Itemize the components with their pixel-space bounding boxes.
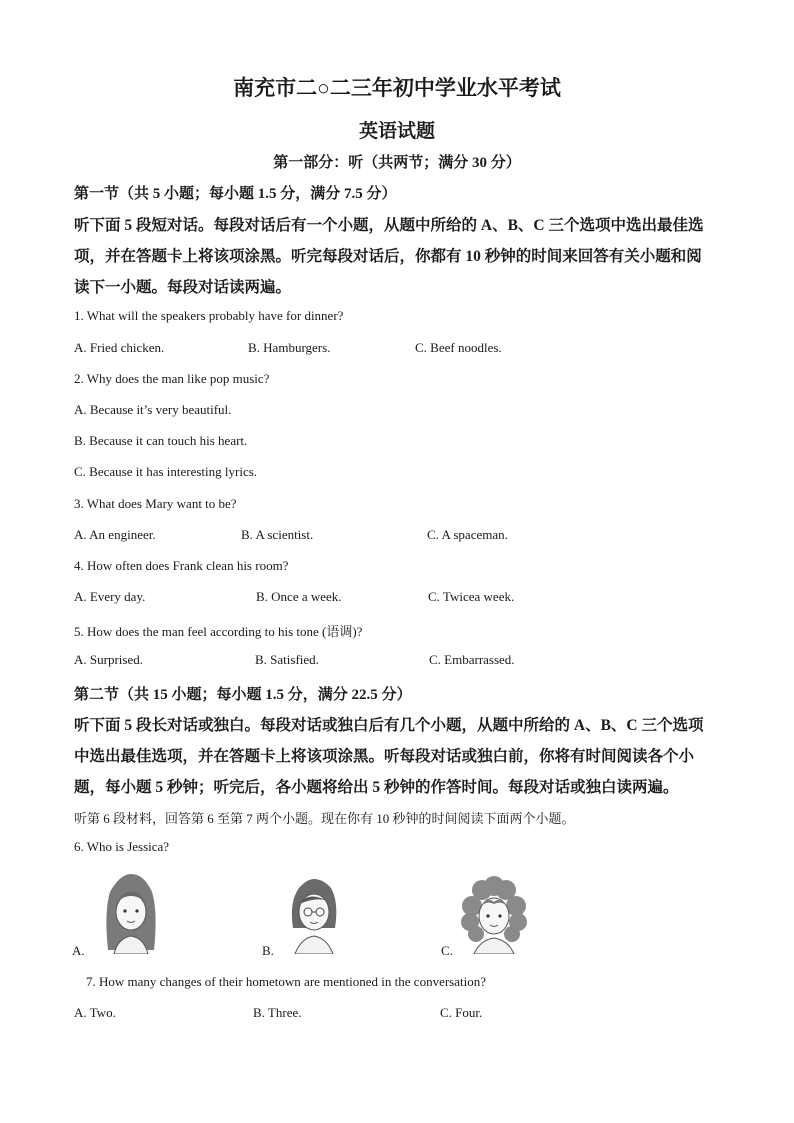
q6-option-b-label: B. [262, 943, 274, 958]
question-2: 2. Why does the man like pop music? [74, 371, 270, 386]
section2-instruction-line: 题，每小题 5 秒钟；听完后，各小题将给出 5 秒钟的作答时间。每段对话或独白读两遍。 [74, 779, 679, 796]
q5-option-c: C. Embarrassed. [429, 652, 515, 667]
q4-option-b: B. Once a week. [256, 589, 342, 604]
q1-option-b: B. Hamburgers. [248, 340, 331, 355]
q2-option-a: A. Because it’s very beautiful. [74, 402, 232, 417]
q7-option-a: A. Two. [74, 1005, 116, 1020]
q7-option-b: B. Three. [253, 1005, 302, 1020]
q5-option-a: A. Surprised. [74, 652, 143, 667]
part-heading: 第一部分：听（共两节；满分 30 分） [273, 155, 521, 171]
q4-option-c: C. Twicea week. [428, 589, 515, 604]
question-4: 4. How often does Frank clean his room? [74, 558, 289, 573]
section1-instruction-line: 读下一小题。每段对话读两遍。 [74, 279, 292, 296]
question-5: 5. How does the man feel according to his tone (语调)? [74, 624, 363, 639]
q2-option-b: B. Because it can touch his heart. [74, 433, 248, 448]
subject-title: 英语试题 [358, 121, 435, 142]
section1-instruction-line: 项，并在答题卡上将该项涂黑。听完每段对话后，你都有 10 秒钟的时间来回答有关小题和阅 [74, 248, 702, 265]
girl-short-hair-glasses-picture [283, 876, 345, 954]
q6-option-c-label: C. [441, 943, 453, 958]
q1-option-c: C. Beef noodles. [415, 340, 502, 355]
question-6: 6. Who is Jessica? [74, 839, 170, 854]
section2-instruction-line: 听下面 5 段长对话或独白。每段对话或独白后有几个小题，从题中所给的 A、B、C 三个选项 [74, 717, 704, 734]
question-7: 7. How many changes of their hometown are mentioned in the conversation? [86, 974, 486, 989]
q3-option-b: B. A scientist. [241, 527, 314, 542]
girl-curly-hair-picture [458, 876, 530, 954]
q4-option-a: A. Every day. [74, 589, 146, 604]
q6-option-a-label: A. [72, 943, 85, 958]
q2-option-c: C. Because it has interesting lyrics. [74, 464, 258, 479]
section2-heading: 第二节（共 15 小题；每小题 1.5 分，满分 22.5 分） [74, 687, 412, 703]
q5-option-b: B. Satisfied. [255, 652, 319, 667]
section2-instruction-line: 中选出最佳选项，并在答题卡上将该项涂黑。听每段对话或独白前，你将有时间阅读各个小 [74, 748, 695, 765]
q3-option-a: A. An engineer. [74, 527, 156, 542]
q7-option-c: C. Four. [440, 1005, 483, 1020]
section1-instruction-line: 听下面 5 段短对话。每段对话后有一个小题，从题中所给的 A、B、C 三个选项中选出最佳选 [74, 217, 704, 234]
section1-heading: 第一节（共 5 小题；每小题 1.5 分，满分 7.5 分） [74, 186, 397, 202]
girl-long-hair-picture [100, 872, 162, 954]
q1-option-a: A. Fried chicken. [74, 340, 165, 355]
q3-option-c: C. A spaceman. [427, 527, 508, 542]
question-3: 3. What does Mary want to be? [74, 496, 237, 511]
section2-note: 听第 6 段材料，回答第 6 至第 7 两个小题。现在你有 10 秒钟的时间阅读下面两个小题。 [74, 811, 575, 826]
question-1: 1. What will the speakers probably have for dinner? [74, 308, 344, 323]
exam-title: 南充市二○二三年初中学业水平考试 [233, 76, 561, 100]
